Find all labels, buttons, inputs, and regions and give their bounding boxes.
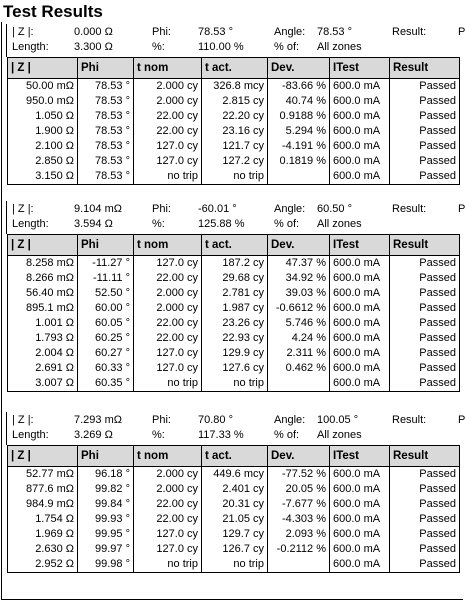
table-cell: 127.0 cy: [134, 527, 202, 542]
table-cell: 78.53 °: [78, 169, 134, 185]
table-cell: 449.6 mcy: [202, 467, 268, 483]
table-row: [8, 109, 460, 124]
table-cell: 121.7 cy: [202, 139, 268, 154]
result-label: Result:: [392, 414, 427, 426]
table-cell: 1.969 Ω: [8, 527, 78, 542]
table-row: [8, 542, 460, 557]
phi-label: Phi:: [152, 26, 171, 38]
table-cell: 2.311 %: [268, 346, 330, 361]
table-cell: 600.0 mA: [330, 331, 390, 346]
table-cell: 600.0 mA: [330, 557, 390, 573]
table-cell: Passed: [390, 482, 460, 497]
table-cell: 127.6 cy: [202, 361, 268, 376]
table-cell: no trip: [134, 169, 202, 185]
report-frame-bottom: [1, 599, 463, 600]
table-cell: 2.000 cy: [134, 79, 202, 95]
info-divider: [6, 24, 7, 57]
table-row: [8, 301, 460, 316]
column-header: t nom: [134, 446, 202, 467]
angle-label: Angle:: [274, 203, 306, 215]
result-truncated: P: [458, 203, 465, 215]
header-row: [8, 235, 460, 256]
header-row: [8, 446, 460, 467]
table-row: [8, 316, 460, 331]
table-cell: Passed: [390, 557, 460, 573]
table-row: [8, 169, 460, 185]
table-cell: 895.1 mΩ: [8, 301, 78, 316]
table-cell: no trip: [134, 376, 202, 392]
table-cell: 47.37 %: [268, 256, 330, 272]
table-cell: 56.40 mΩ: [8, 286, 78, 301]
table-cell: 60.00 °: [78, 301, 134, 316]
table-cell: -83.66 %: [268, 79, 330, 95]
table-cell: 2.630 Ω: [8, 542, 78, 557]
table-cell: Passed: [390, 376, 460, 392]
table-cell: 600.0 mA: [330, 467, 390, 483]
table-cell: Passed: [390, 79, 460, 95]
table-cell: 127.0 cy: [134, 256, 202, 272]
table-cell: 600.0 mA: [330, 542, 390, 557]
table-cell: 99.97 °: [78, 542, 134, 557]
table-cell: -11.11 °: [78, 271, 134, 286]
table-cell: 600.0 mA: [330, 256, 390, 272]
table-cell: 29.68 cy: [202, 271, 268, 286]
table-cell: 127.0 cy: [134, 346, 202, 361]
table-cell: 326.8 mcy: [202, 79, 268, 95]
table-cell: Passed: [390, 361, 460, 376]
table-cell: 60.35 °: [78, 376, 134, 392]
column-header: Result: [390, 58, 460, 79]
table-cell: Passed: [390, 527, 460, 542]
table-cell: 96.18 °: [78, 467, 134, 483]
table-cell: 1.987 cy: [202, 301, 268, 316]
table-cell: 1.754 Ω: [8, 512, 78, 527]
angle-value: 60.50 °: [317, 203, 352, 215]
table-cell: [268, 169, 330, 185]
table-cell: 2.815 cy: [202, 94, 268, 109]
table-cell: 78.53 °: [78, 154, 134, 169]
table-cell: 2.100 Ω: [8, 139, 78, 154]
table-cell: 950.0 mΩ: [8, 94, 78, 109]
table-cell: 8.266 mΩ: [8, 271, 78, 286]
table-cell: 34.92 %: [268, 271, 330, 286]
table-cell: no trip: [202, 557, 268, 573]
result-section: [2, 24, 463, 185]
phi-value: 78.53 °: [198, 26, 233, 38]
info-divider: [6, 201, 7, 234]
table-cell: 600.0 mA: [330, 376, 390, 392]
table-cell: Passed: [390, 124, 460, 139]
table-cell: 22.20 cy: [202, 109, 268, 124]
section-info: [2, 24, 463, 57]
table-cell: 600.0 mA: [330, 154, 390, 169]
phi-label: Phi:: [152, 203, 171, 215]
column-header: t nom: [134, 235, 202, 256]
column-header: Phi: [78, 446, 134, 467]
column-header: t act.: [202, 446, 268, 467]
table-cell: 60.27 °: [78, 346, 134, 361]
table-cell: 600.0 mA: [330, 527, 390, 542]
table-cell: 600.0 mA: [330, 316, 390, 331]
table-cell: 1.900 Ω: [8, 124, 78, 139]
header-row: [8, 58, 460, 79]
table-cell: [268, 557, 330, 573]
percent-of-value: All zones: [317, 218, 362, 230]
table-cell: [268, 376, 330, 392]
table-cell: Passed: [390, 169, 460, 185]
table-cell: no trip: [202, 169, 268, 185]
table-cell: 984.9 mΩ: [8, 497, 78, 512]
table-cell: 78.53 °: [78, 139, 134, 154]
table-cell: 600.0 mA: [330, 497, 390, 512]
table-cell: 600.0 mA: [330, 124, 390, 139]
table-row: [8, 557, 460, 573]
table-cell: 22.00 cy: [134, 124, 202, 139]
column-header: ITest: [330, 446, 390, 467]
table-cell: 0.1819 %: [268, 154, 330, 169]
table-cell: 2.000 cy: [134, 467, 202, 483]
table-cell: Passed: [390, 512, 460, 527]
column-header: Dev.: [268, 58, 330, 79]
table-cell: 187.2 cy: [202, 256, 268, 272]
table-row: [8, 271, 460, 286]
table-cell: 600.0 mA: [330, 109, 390, 124]
percent-value: 117.33 %: [198, 429, 244, 441]
table-row: [8, 286, 460, 301]
results-table: [7, 234, 460, 392]
table-cell: Passed: [390, 286, 460, 301]
angle-value: 78.53 °: [317, 26, 352, 38]
table-cell: 22.00 cy: [134, 109, 202, 124]
table-row: [8, 331, 460, 346]
percent-of-value: All zones: [317, 41, 362, 53]
table-cell: 2.000 cy: [134, 482, 202, 497]
info-divider: [6, 412, 7, 445]
table-cell: 22.00 cy: [134, 331, 202, 346]
column-header: t act.: [202, 58, 268, 79]
z-value: 7.293 mΩ: [74, 414, 122, 426]
table-cell: 600.0 mA: [330, 169, 390, 185]
table-cell: 99.84 °: [78, 497, 134, 512]
table-cell: 78.53 °: [78, 124, 134, 139]
table-cell: 21.05 cy: [202, 512, 268, 527]
table-cell: 600.0 mA: [330, 94, 390, 109]
table-row: [8, 124, 460, 139]
table-cell: 60.25 °: [78, 331, 134, 346]
table-cell: 99.93 °: [78, 512, 134, 527]
phi-label: Phi:: [152, 414, 171, 426]
column-header: Phi: [78, 235, 134, 256]
table-cell: 20.31 cy: [202, 497, 268, 512]
table-cell: 99.95 °: [78, 527, 134, 542]
result-truncated: P: [458, 26, 465, 38]
table-cell: 600.0 mA: [330, 346, 390, 361]
table-cell: Passed: [390, 154, 460, 169]
length-label: Length:: [12, 429, 49, 441]
table-cell: 60.05 °: [78, 316, 134, 331]
length-label: Length:: [12, 41, 49, 53]
table-cell: 20.05 %: [268, 482, 330, 497]
table-cell: 600.0 mA: [330, 482, 390, 497]
column-header: | Z |: [8, 446, 78, 467]
table-cell: -0.2112 %: [268, 542, 330, 557]
table-cell: Passed: [390, 271, 460, 286]
result-label: Result:: [392, 26, 427, 38]
results-table: [7, 57, 460, 185]
length-value: 3.300 Ω: [74, 41, 113, 53]
column-header: t act.: [202, 235, 268, 256]
table-cell: 78.53 °: [78, 94, 134, 109]
table-cell: Passed: [390, 316, 460, 331]
table-cell: 127.0 cy: [134, 361, 202, 376]
table-cell: 52.77 mΩ: [8, 467, 78, 483]
table-cell: -4.191 %: [268, 139, 330, 154]
percent-value: 110.00 %: [198, 41, 244, 53]
table-row: [8, 346, 460, 361]
percent-label: %:: [152, 218, 165, 230]
table-cell: -77.52 %: [268, 467, 330, 483]
result-truncated: P: [458, 414, 465, 426]
angle-value: 100.05 °: [317, 414, 359, 426]
length-value: 3.594 Ω: [74, 218, 113, 230]
table-cell: 2.000 cy: [134, 301, 202, 316]
column-header: Dev.: [268, 235, 330, 256]
percent-of-label: % of:: [274, 41, 300, 53]
table-row: [8, 361, 460, 376]
table-cell: 2.952 Ω: [8, 557, 78, 573]
table-cell: Passed: [390, 301, 460, 316]
section-info: [2, 412, 463, 445]
table-cell: Passed: [390, 109, 460, 124]
table-cell: 600.0 mA: [330, 286, 390, 301]
table-row: [8, 527, 460, 542]
table-cell: 600.0 mA: [330, 271, 390, 286]
length-label: Length:: [12, 218, 49, 230]
table-row: [8, 497, 460, 512]
table-cell: 129.9 cy: [202, 346, 268, 361]
table-cell: 1.001 Ω: [8, 316, 78, 331]
table-cell: 127.2 cy: [202, 154, 268, 169]
table-cell: 600.0 mA: [330, 361, 390, 376]
table-cell: 600.0 mA: [330, 79, 390, 95]
percent-of-label: % of:: [274, 429, 300, 441]
table-row: [8, 79, 460, 95]
z-label: | Z |:: [12, 414, 34, 426]
table-cell: 40.74 %: [268, 94, 330, 109]
table-cell: 0.462 %: [268, 361, 330, 376]
column-header: Phi: [78, 58, 134, 79]
table-cell: -7.677 %: [268, 497, 330, 512]
column-header: | Z |: [8, 58, 78, 79]
column-header: Dev.: [268, 446, 330, 467]
column-header: | Z |: [8, 235, 78, 256]
section-info: [2, 201, 463, 234]
table-cell: 600.0 mA: [330, 512, 390, 527]
table-cell: 23.26 cy: [202, 316, 268, 331]
table-row: [8, 467, 460, 483]
table-cell: Passed: [390, 497, 460, 512]
table-cell: 78.53 °: [78, 79, 134, 95]
table-cell: 5.746 %: [268, 316, 330, 331]
table-cell: 99.98 °: [78, 557, 134, 573]
z-value: 0.000 Ω: [74, 26, 113, 38]
percent-label: %:: [152, 429, 165, 441]
table-cell: Passed: [390, 94, 460, 109]
table-cell: 4.24 %: [268, 331, 330, 346]
table-cell: Passed: [390, 139, 460, 154]
table-cell: 50.00 mΩ: [8, 79, 78, 95]
column-header: ITest: [330, 235, 390, 256]
table-row: [8, 512, 460, 527]
column-header: Result: [390, 235, 460, 256]
table-cell: 129.7 cy: [202, 527, 268, 542]
table-cell: 2.093 %: [268, 527, 330, 542]
table-cell: 877.6 mΩ: [8, 482, 78, 497]
table-cell: 23.16 cy: [202, 124, 268, 139]
table-cell: 127.0 cy: [134, 542, 202, 557]
table-cell: 52.50 °: [78, 286, 134, 301]
column-header: t nom: [134, 58, 202, 79]
table-cell: 2.004 Ω: [8, 346, 78, 361]
table-cell: Passed: [390, 346, 460, 361]
result-section: [2, 201, 463, 392]
table-cell: 2.000 cy: [134, 286, 202, 301]
table-cell: 127.0 cy: [134, 139, 202, 154]
table-cell: 99.82 °: [78, 482, 134, 497]
table-cell: 78.53 °: [78, 109, 134, 124]
angle-label: Angle:: [274, 26, 306, 38]
length-value: 3.269 Ω: [74, 429, 113, 441]
table-row: [8, 94, 460, 109]
table-cell: 22.00 cy: [134, 512, 202, 527]
table-cell: 126.7 cy: [202, 542, 268, 557]
table-cell: 127.0 cy: [134, 154, 202, 169]
table-cell: 22.00 cy: [134, 497, 202, 512]
table-cell: Passed: [390, 467, 460, 483]
angle-label: Angle:: [274, 414, 306, 426]
table-cell: 39.03 %: [268, 286, 330, 301]
table-cell: no trip: [134, 557, 202, 573]
table-cell: 5.294 %: [268, 124, 330, 139]
column-header: ITest: [330, 58, 390, 79]
table-row: [8, 139, 460, 154]
table-cell: 2.401 cy: [202, 482, 268, 497]
table-cell: no trip: [202, 376, 268, 392]
table-cell: 22.93 cy: [202, 331, 268, 346]
table-cell: 3.007 Ω: [8, 376, 78, 392]
table-row: [8, 482, 460, 497]
table-cell: 1.050 Ω: [8, 109, 78, 124]
table-cell: 2.850 Ω: [8, 154, 78, 169]
table-cell: 3.150 Ω: [8, 169, 78, 185]
z-label: | Z |:: [12, 26, 34, 38]
table-cell: 2.000 cy: [134, 94, 202, 109]
table-cell: 8.258 mΩ: [8, 256, 78, 272]
table-row: [8, 376, 460, 392]
table-row: [8, 256, 460, 272]
table-cell: 1.793 Ω: [8, 331, 78, 346]
table-cell: Passed: [390, 331, 460, 346]
column-header: Result: [390, 446, 460, 467]
phi-value: -60.01 °: [198, 203, 237, 215]
percent-value: 125.88 %: [198, 218, 245, 230]
table-cell: -11.27 °: [78, 256, 134, 272]
table-cell: Passed: [390, 542, 460, 557]
percent-label: %:: [152, 41, 165, 53]
table-cell: Passed: [390, 256, 460, 272]
table-cell: 2.691 Ω: [8, 361, 78, 376]
results-table: [7, 445, 460, 573]
table-cell: -0.6612 %: [268, 301, 330, 316]
table-cell: 600.0 mA: [330, 301, 390, 316]
table-row: [8, 154, 460, 169]
result-label: Result:: [392, 203, 427, 215]
z-value: 9.104 mΩ: [74, 203, 122, 215]
percent-of-label: % of:: [274, 218, 300, 230]
percent-of-value: All zones: [317, 429, 362, 441]
table-cell: -4.303 %: [268, 512, 330, 527]
result-section: [2, 412, 463, 573]
z-label: | Z |:: [12, 203, 34, 215]
table-cell: 0.9188 %: [268, 109, 330, 124]
table-cell: 60.33 °: [78, 361, 134, 376]
table-cell: 22.00 cy: [134, 271, 202, 286]
page-title: Test Results: [3, 2, 103, 21]
table-cell: 600.0 mA: [330, 139, 390, 154]
table-cell: 2.781 cy: [202, 286, 268, 301]
table-cell: 22.00 cy: [134, 316, 202, 331]
phi-value: 70.80 °: [198, 414, 233, 426]
